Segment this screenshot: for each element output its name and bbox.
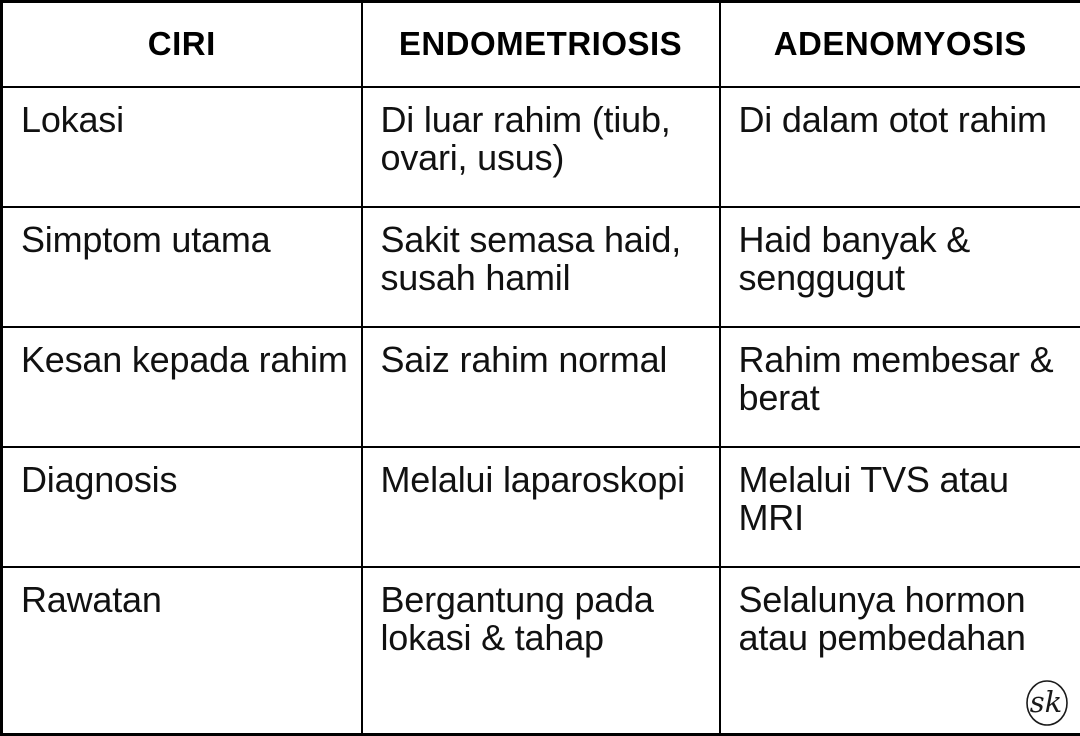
table-row-kesan [2,327,1080,447]
table-row-simptom [2,207,1080,327]
sk-logo-text: sk [1029,685,1063,719]
table-row-diagnosis [2,447,1080,567]
cell-endometriosis: Saiz rahim normal [362,327,720,447]
cell-ciri: Simptom utama [2,207,362,327]
cell-adenomyosis: Haid banyak & senggugut [720,207,1080,327]
column-header-ciri: CIRI [2,2,362,87]
column-header-adenomyosis: ADENOMYOSIS [720,2,1080,87]
table-row-rawatan [2,567,1080,735]
table-row-lokasi [2,87,1080,207]
cell-endometriosis: Sakit semasa haid, susah hamil [362,207,720,327]
column-header-endometriosis: ENDOMETRIOSIS [362,2,720,87]
cell-endometriosis: Di luar rahim (tiub, ovari, usus) [362,87,720,207]
cell-ciri: Kesan kepada rahim [2,327,362,447]
cell-adenomyosis: Selalunya hormon atau pembedahan [720,567,1080,735]
cell-adenomyosis: Rahim membesar & berat [720,327,1080,447]
cell-endometriosis: Melalui laparoskopi [362,447,720,567]
table-header-row [2,2,1080,87]
cell-ciri: Diagnosis [2,447,362,567]
sk-logo-circle-icon [1024,678,1070,726]
cell-adenomyosis: Melalui TVS atau MRI [720,447,1080,567]
sk-logo-watermark [1024,678,1070,726]
cell-endometriosis: Bergantung pada lokasi & tahap [362,567,720,735]
cell-ciri: Rawatan [2,567,362,735]
cell-adenomyosis: Di dalam otot rahim [720,87,1080,207]
cell-ciri: Lokasi [2,87,362,207]
